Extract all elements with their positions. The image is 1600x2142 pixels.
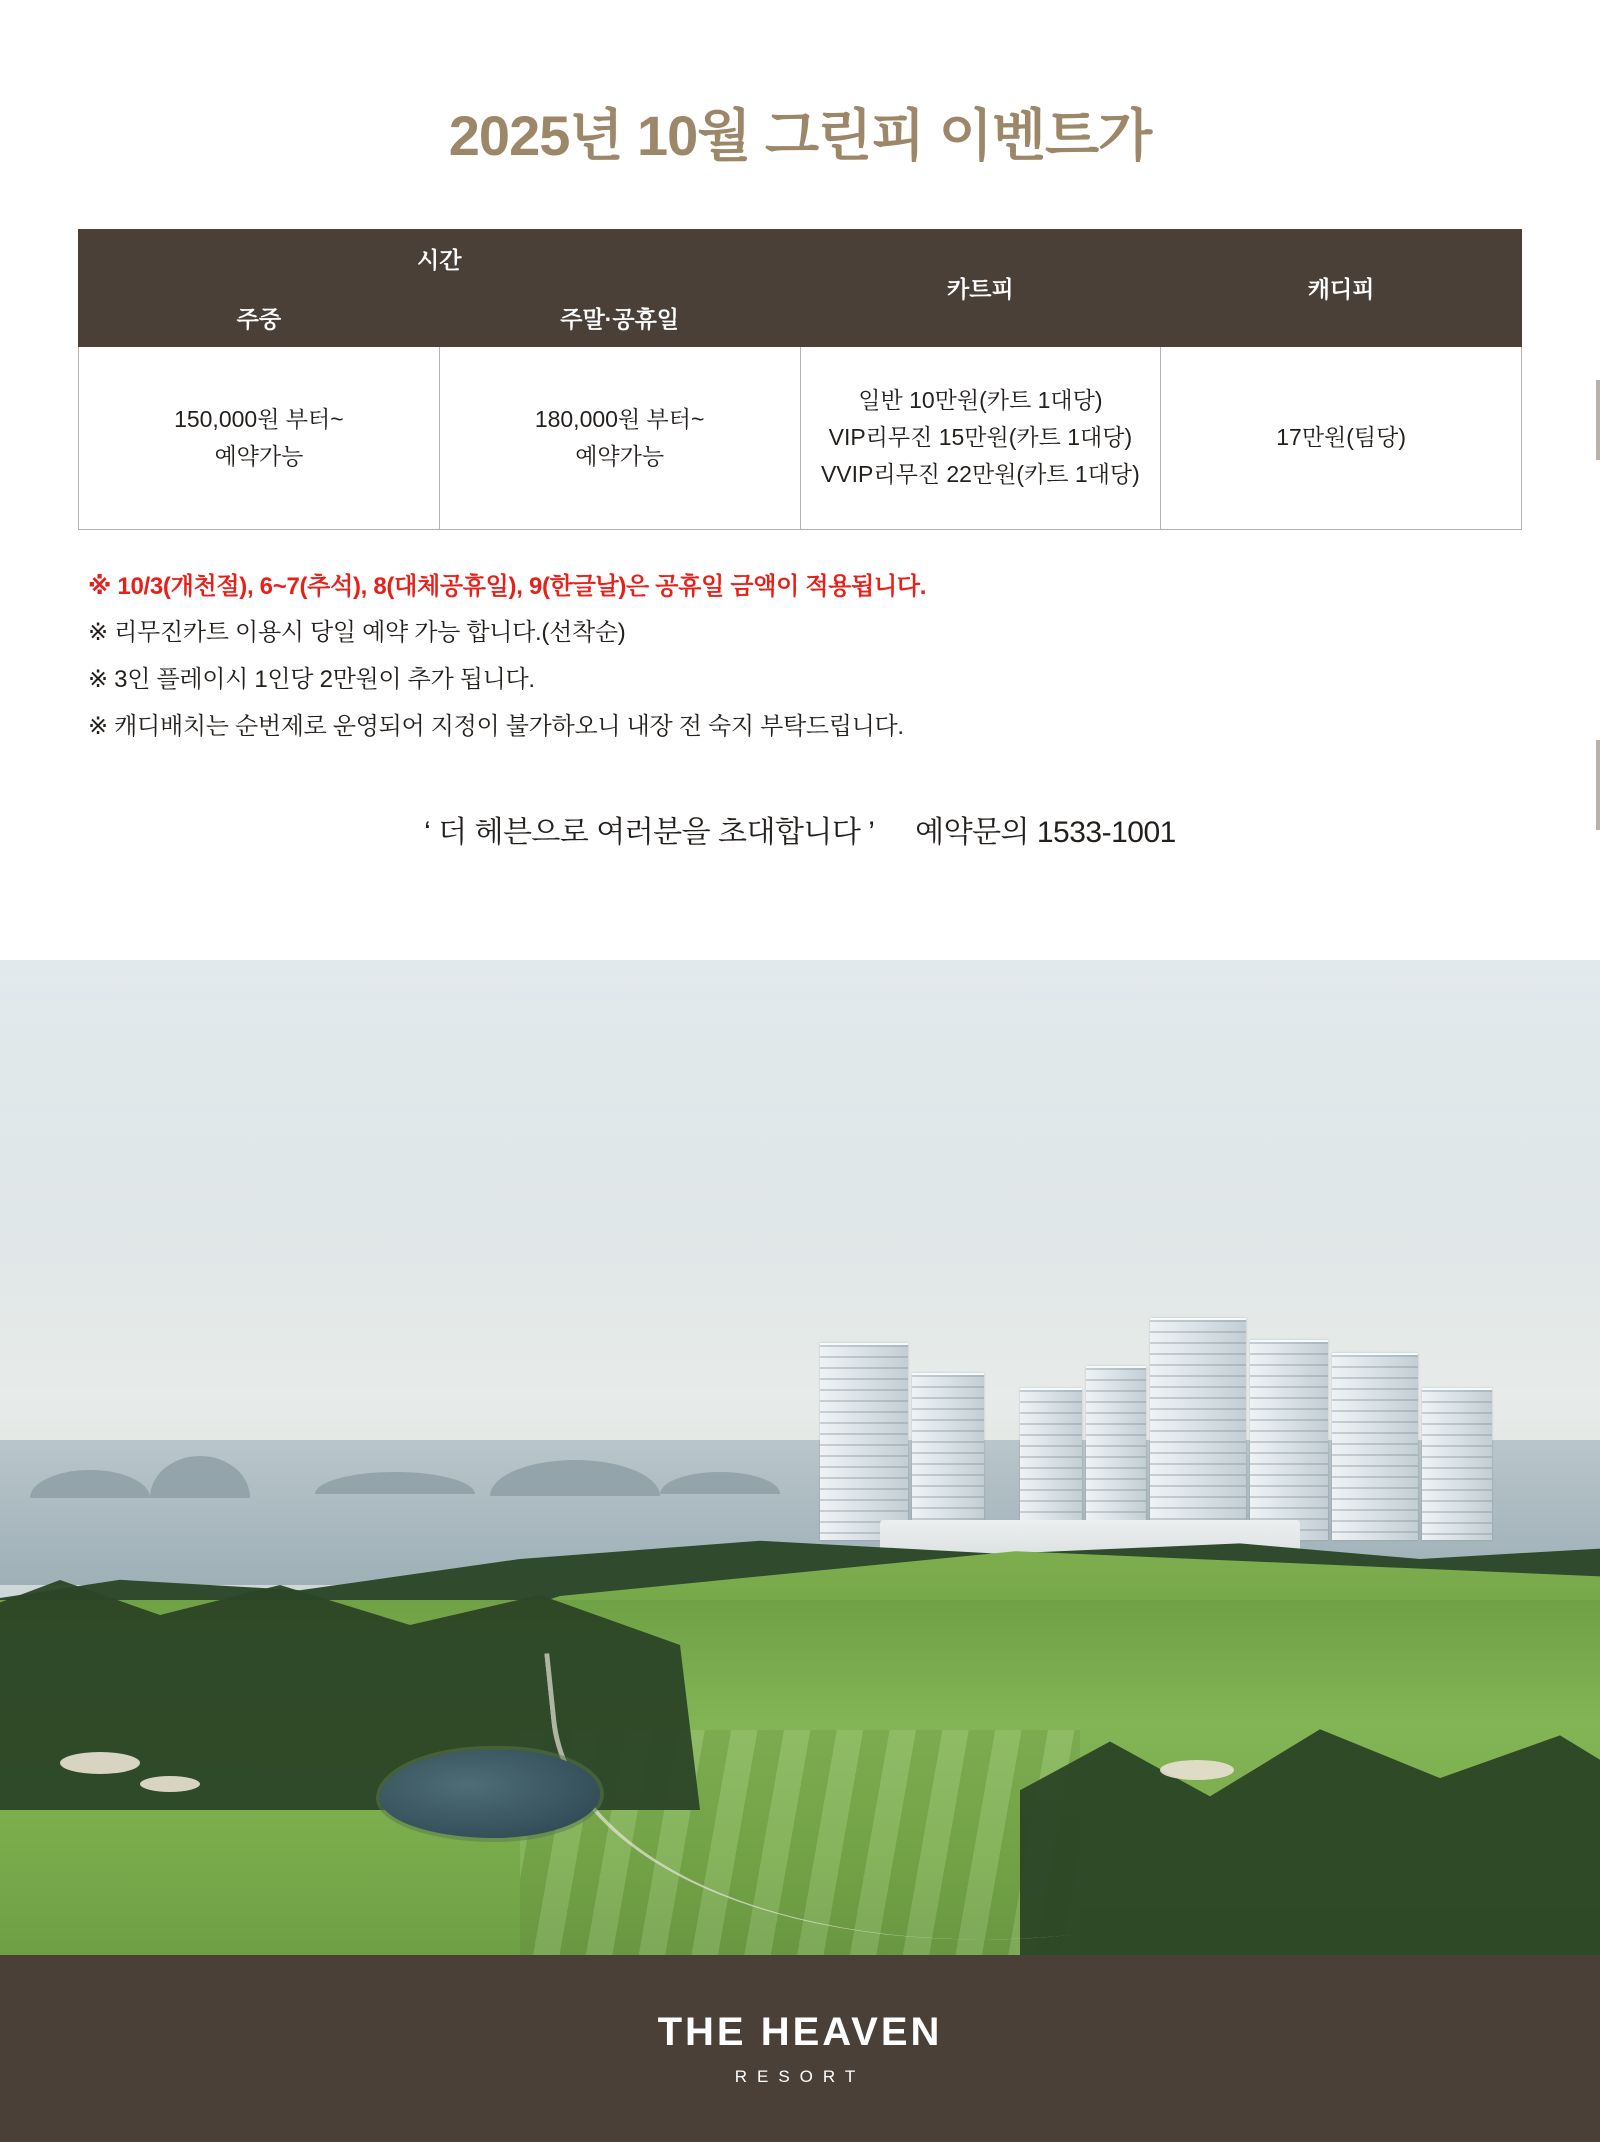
weekend-price-line2: 예약가능 bbox=[575, 442, 665, 469]
table-row bbox=[79, 346, 1522, 529]
photo-pond bbox=[380, 1750, 600, 1838]
note-item-caddie-assign: ※ 캐디배치는 순번제로 운영되어 지정이 불가하오니 내장 전 숙지 부탁드립니다. bbox=[88, 712, 904, 740]
cell-caddie-fee: 17만원(팀당) bbox=[1161, 346, 1522, 529]
cart-fee-line-1: 일반 10만원(카트 1대당) bbox=[858, 387, 1103, 414]
resort-photo bbox=[0, 960, 1600, 1955]
header-weekday: 주중 bbox=[79, 288, 440, 346]
page-edge-line bbox=[1596, 380, 1600, 460]
fee-table-wrapper bbox=[78, 229, 1522, 530]
weekend-price-line1: 180,000원 부터~ bbox=[534, 405, 705, 432]
footer-bar bbox=[0, 1955, 1600, 2142]
fee-table bbox=[78, 229, 1522, 530]
building bbox=[1250, 1340, 1328, 1540]
brand-name: THE HEAVEN bbox=[657, 2010, 943, 2054]
weekday-price-line1: 150,000원 부터~ bbox=[174, 405, 344, 432]
notes-list bbox=[88, 564, 1600, 751]
building bbox=[912, 1373, 984, 1540]
page-title: 2025년 10월 그린피 이벤트가 bbox=[448, 104, 1152, 167]
photo-resort-buildings bbox=[820, 1290, 1520, 1540]
header-cart-fee: 카트피 bbox=[800, 229, 1161, 346]
cell-weekday-price bbox=[79, 346, 440, 529]
building bbox=[1020, 1388, 1082, 1540]
header-time: 시간 bbox=[79, 229, 801, 288]
cart-fee-line-3: VVIP리무진 22만원(카트 1대당) bbox=[820, 460, 1140, 487]
table-group-header-row bbox=[79, 229, 1522, 288]
note-item-limousine: ※ 리무진카트 이용시 당일 예약 가능 합니다.(선착순) bbox=[88, 619, 626, 647]
note-item-holiday: ※ 10/3(개천절), 6~7(추석), 8(대체공휴일), 9(한글날)은 공휴일 금액이 적용됩니다. bbox=[88, 572, 927, 600]
weekday-price-line2: 예약가능 bbox=[214, 442, 304, 469]
building bbox=[1150, 1318, 1246, 1540]
photo-bunker bbox=[140, 1776, 200, 1792]
building bbox=[1332, 1353, 1418, 1540]
building bbox=[1086, 1366, 1146, 1540]
header-weekend: 주말·공휴일 bbox=[439, 288, 800, 346]
cell-weekend-price bbox=[439, 346, 800, 529]
brand-subtitle: RESORT bbox=[734, 2067, 866, 2086]
page-edge-line bbox=[1596, 740, 1600, 830]
building bbox=[1422, 1388, 1492, 1540]
invitation-line bbox=[0, 807, 1600, 851]
invitation-message: ‘ 더 헤븐으로 여러분을 초대합니다 ’ bbox=[424, 815, 874, 849]
reservation-contact: 예약문의 1533-1001 bbox=[915, 815, 1176, 849]
photo-bunker bbox=[1160, 1760, 1234, 1780]
photo-bunker bbox=[60, 1752, 140, 1774]
header-caddie-fee: 캐디피 bbox=[1161, 229, 1522, 346]
cell-cart-fee bbox=[800, 346, 1161, 529]
building bbox=[820, 1343, 908, 1540]
cart-fee-line-2: VIP리무진 15만원(카트 1대당) bbox=[828, 424, 1133, 451]
note-item-three-players: ※ 3인 플레이시 1인당 2만원이 추가 됩니다. bbox=[88, 666, 535, 694]
